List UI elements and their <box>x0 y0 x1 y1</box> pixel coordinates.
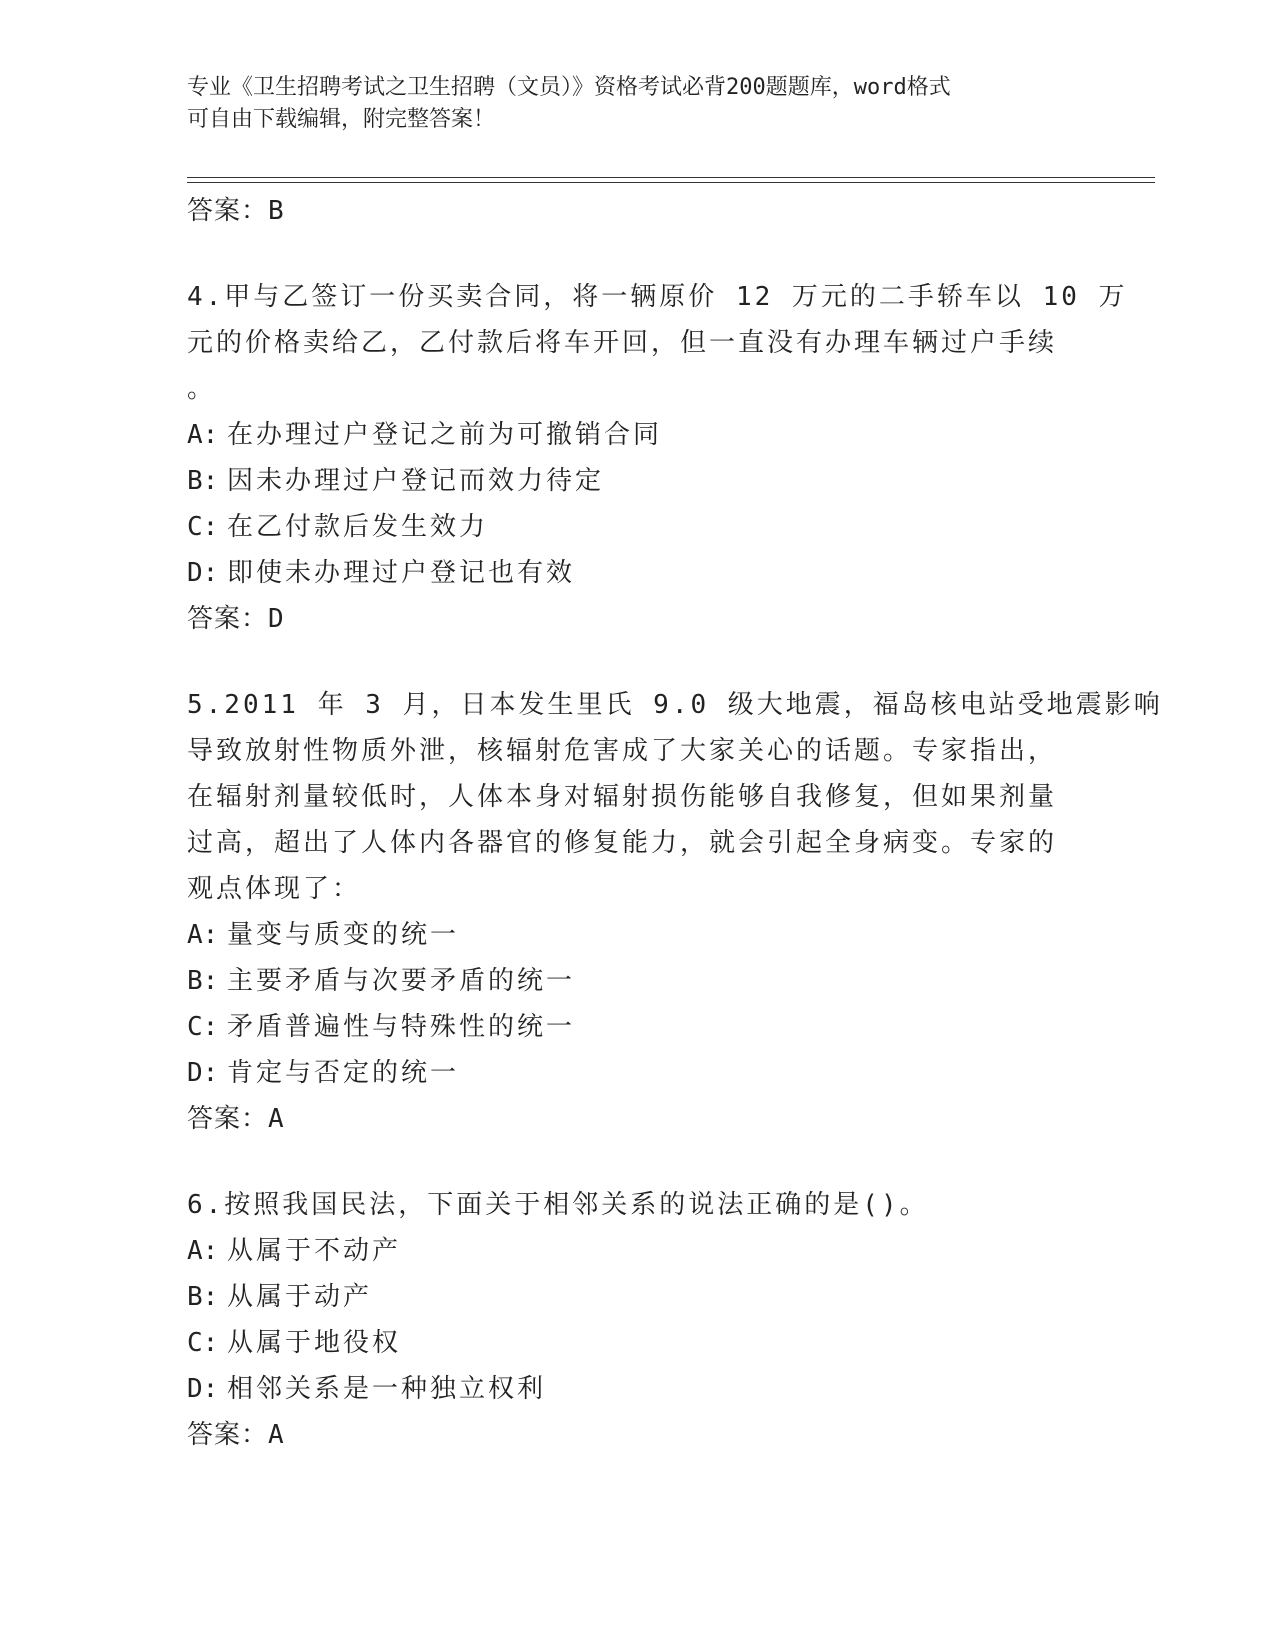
header-title-line-1: 专业《卫生招聘考试之卫生招聘（文员）》资格考试必背200题题库，word格式 <box>187 75 951 100</box>
option-c <box>187 504 1067 550</box>
document-header <box>187 72 1067 136</box>
answer-value: D <box>268 604 284 634</box>
question-block <box>187 682 1163 1142</box>
option-key: D: <box>187 1374 219 1404</box>
answer-value: A <box>268 1104 284 1134</box>
question-text-line: 在辐射剂量较低时，人体本身对辐射损伤能够自我修复，但如果剂量 <box>187 782 1058 812</box>
answer-line <box>187 1412 1067 1458</box>
option-text: 在乙付款后发生效力 <box>227 512 489 542</box>
question-text-line: 。 <box>187 374 217 404</box>
option-b <box>187 958 1067 1004</box>
option-key: C: <box>187 1328 219 1358</box>
header-divider-top <box>187 177 1155 178</box>
option-d <box>187 1050 1067 1096</box>
option-key: D: <box>187 1058 219 1088</box>
answer-label: 答案： <box>187 1104 269 1134</box>
question-list <box>187 188 1163 1458</box>
answer-line <box>187 188 1067 234</box>
answer-label: 答案： <box>187 1420 269 1450</box>
spacer <box>187 1142 1067 1182</box>
option-a <box>187 412 1067 458</box>
option-key: A: <box>187 420 219 450</box>
spacer <box>187 642 1067 682</box>
option-text: 主要矛盾与次要矛盾的统一 <box>227 966 576 996</box>
question-block <box>187 274 1128 642</box>
option-text: 相邻关系是一种独立权利 <box>227 1374 547 1404</box>
answer-label: 答案： <box>187 604 269 634</box>
option-a <box>187 912 1067 958</box>
option-text: 矛盾普遍性与特殊性的统一 <box>227 1012 576 1042</box>
question-text-line: 5.2011 年 3 月，日本发生里氏 9.0 级大地震，福岛核电站受地震影响 <box>187 690 1163 720</box>
option-c <box>187 1320 1067 1366</box>
option-key: D: <box>187 558 219 588</box>
option-key: A: <box>187 920 219 950</box>
option-key: B: <box>187 1282 219 1312</box>
option-key: C: <box>187 512 219 542</box>
option-key: C: <box>187 1012 219 1042</box>
question-block <box>187 1182 1067 1458</box>
option-text: 量变与质变的统一 <box>227 920 460 950</box>
option-key: A: <box>187 1236 219 1266</box>
option-text: 从属于不动产 <box>227 1236 402 1266</box>
answer-line <box>187 1096 1067 1142</box>
answer-label: 答案： <box>187 196 269 226</box>
option-b <box>187 1274 1067 1320</box>
answer-value: B <box>268 196 284 226</box>
option-text: 从属于动产 <box>227 1282 373 1312</box>
question-text-line: 观点体现了： <box>187 874 362 904</box>
header-title-line-2: 可自由下载编辑，附完整答案！ <box>187 107 496 132</box>
option-d <box>187 550 1067 596</box>
option-key: B: <box>187 466 219 496</box>
question-text-line: 4.甲与乙签订一份买卖合同，将一辆原价 12 万元的二手轿车以 10 万 <box>187 282 1128 312</box>
header-divider-bottom <box>187 182 1155 183</box>
question-text-line: 元的价格卖给乙，乙付款后将车开回，但一直没有办理车辆过户手续 <box>187 328 1058 358</box>
spacer <box>187 234 1067 274</box>
question-text-line: 过高，超出了人体内各器官的修复能力，就会引起全身病变。专家的 <box>187 828 1058 858</box>
question-text-line: 导致放射性物质外泄，核辐射危害成了大家关心的话题。专家指出， <box>187 736 1058 766</box>
option-text: 因未办理过户登记而效力待定 <box>227 466 605 496</box>
option-a <box>187 1228 1067 1274</box>
answer-line <box>187 596 1067 642</box>
option-text: 肯定与否定的统一 <box>227 1058 460 1088</box>
option-d <box>187 1366 1067 1412</box>
option-text: 从属于地役权 <box>227 1328 402 1358</box>
option-key: B: <box>187 966 219 996</box>
answer-value: A <box>268 1420 284 1450</box>
option-c <box>187 1004 1067 1050</box>
option-text: 即使未办理过户登记也有效 <box>227 558 576 588</box>
option-b <box>187 458 1067 504</box>
option-text: 在办理过户登记之前为可撤销合同 <box>227 420 663 450</box>
question-text-line: 6.按照我国民法，下面关于相邻关系的说法正确的是()。 <box>187 1190 929 1220</box>
